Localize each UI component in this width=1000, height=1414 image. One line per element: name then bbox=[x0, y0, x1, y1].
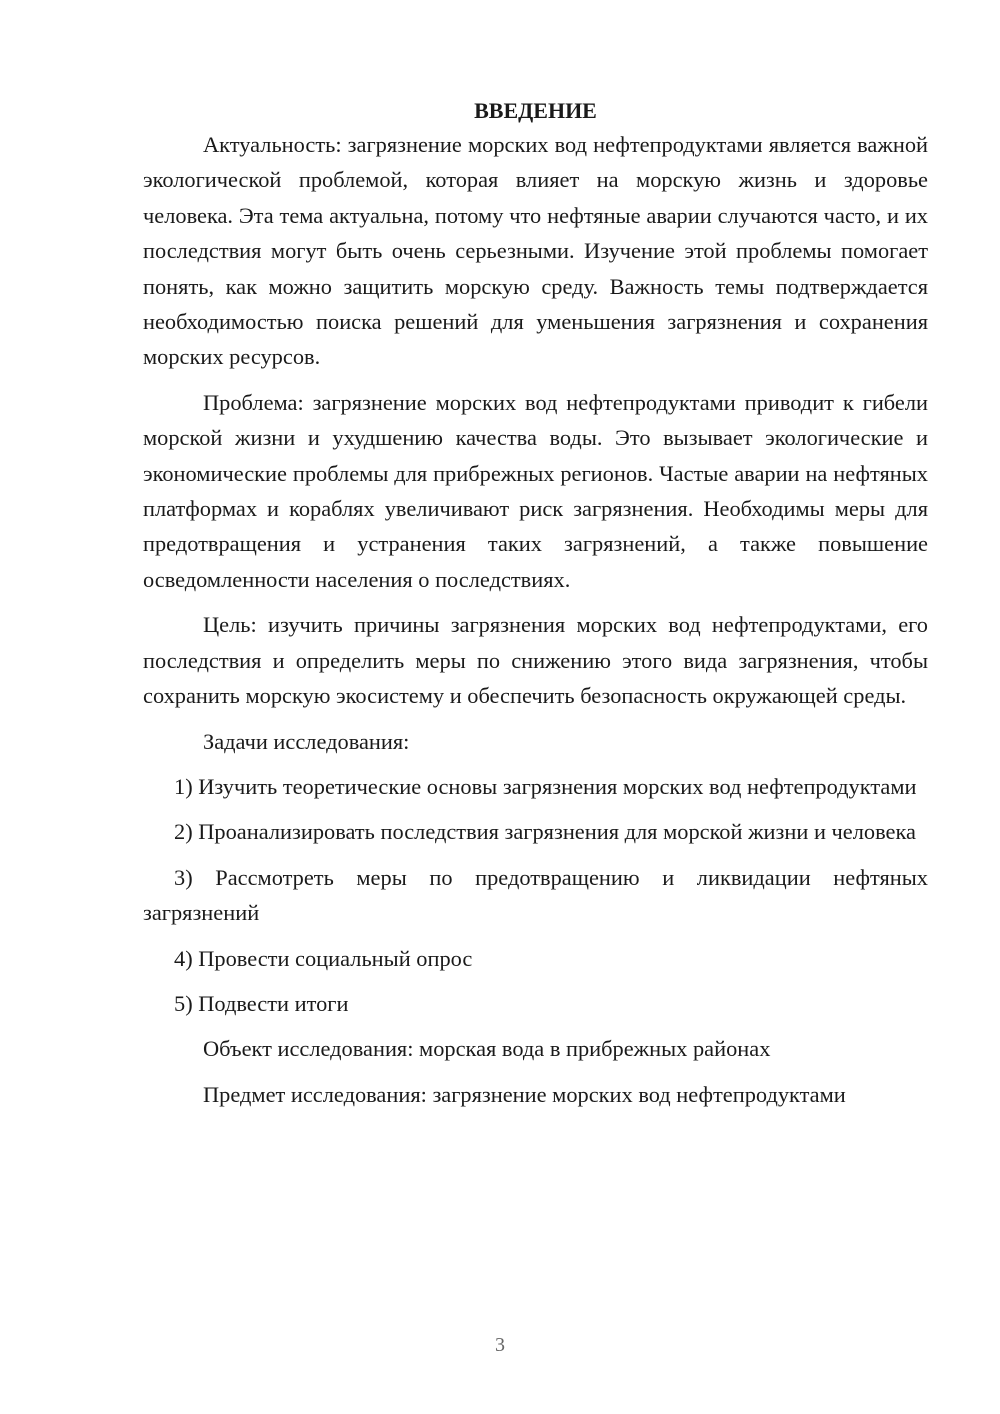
task-item-1: 1) Изучить теоретические основы загрязнения морских вод нефтепродуктами bbox=[174, 773, 917, 799]
page-title: ВВЕДЕНИЕ bbox=[474, 98, 597, 123]
task-item-2: 2) Проанализировать последствия загрязнения для морской жизни и человека bbox=[174, 819, 916, 845]
tasks-title: Задачи исследования: bbox=[203, 728, 410, 754]
task-item-5: 5) Подвести итоги bbox=[174, 990, 349, 1016]
paragraph-problem: Проблема: загрязнение морских вод нефтепродуктами приводит к гибели морской жизни и ухудшению качества воды. Это вызывает экологические и экономические проблемы для прибрежных регионов. Частые аварии на нефтяных платформах и кораблях увеличивают риск загрязнения. Необходимы меры для предотвращения и устранения таких загрязнений, а также повышение осведомленности населения о последствиях. bbox=[143, 389, 928, 592]
research-subject: Предмет исследования: загрязнение морских вод нефтепродуктами bbox=[203, 1081, 846, 1107]
document-page bbox=[143, 95, 928, 1122]
task-item-3: 3) Рассмотреть меры по предотвращению и ликвидации нефтяных загрязнений bbox=[143, 864, 928, 926]
page-number: 3 bbox=[495, 1334, 505, 1356]
paragraph-goal: Цель: изучить причины загрязнения морских вод нефтепродуктами, его последствия и определить меры по снижению этого вида загрязнения, чтобы сохранить морскую экосистему и обеспечить безопасность окружающей среды. bbox=[143, 612, 928, 709]
paragraph-relevance: Актуальность: загрязнение морских вод нефтепродуктами является важной экологической проблемой, которая влияет на морскую жизнь и здоровье человека. Эта тема актуальна, потому что нефтяные аварии случаются часто, и их последствия могут быть очень серьезными. Изучение этой проблемы помогает понять, как можно защитить морскую среду. Важность темы подтверждается необходимостью поиска решений для уменьшения загрязнения и сохранения морских ресурсов. bbox=[143, 132, 928, 370]
task-item-4: 4) Провести социальный опрос bbox=[174, 945, 473, 971]
research-object: Объект исследования: морская вода в прибрежных районах bbox=[203, 1036, 771, 1062]
